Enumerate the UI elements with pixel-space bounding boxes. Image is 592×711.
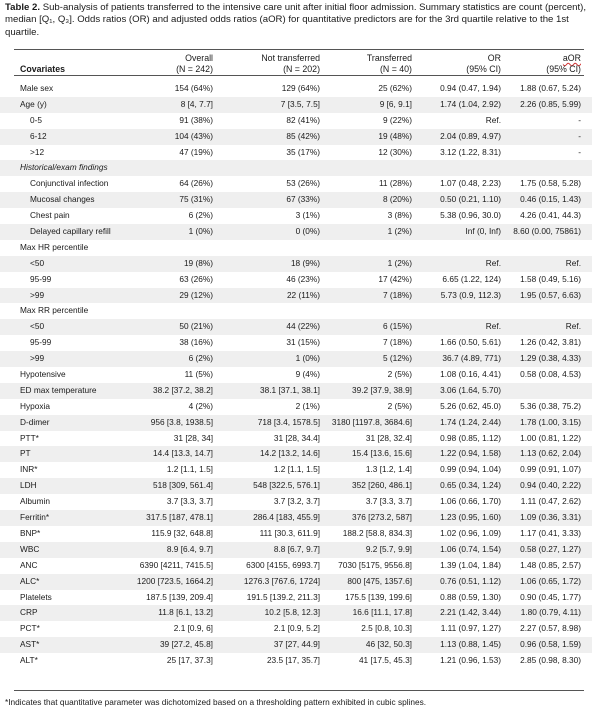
overall-cell: 25 [17, 37.3] bbox=[166, 655, 213, 666]
transferred-cell: 16.6 [11.1, 17.8] bbox=[352, 607, 412, 618]
not-transferred-cell: 82 (41%) bbox=[286, 114, 320, 125]
not-transferred-cell: 67 (33%) bbox=[286, 194, 320, 205]
overall-cell: 11.8 [6.1, 13.2] bbox=[158, 607, 213, 618]
table-row bbox=[0, 240, 592, 256]
table-row bbox=[0, 446, 592, 462]
not-transferred-cell: 129 (64%) bbox=[281, 83, 320, 93]
not-transferred-cell: 35 (17%) bbox=[286, 146, 320, 157]
not-transferred-cell: 85 (42%) bbox=[286, 130, 320, 141]
covariate-label: Age (y) bbox=[20, 98, 47, 109]
not-transferred-cell: 10.2 [5.8, 12.3] bbox=[264, 607, 320, 618]
caption-text: Sub-analysis of patients transferred to the intensive care unit after initial floor admission. Summary statistics are count (percent), median [Q₁, Q₃]. Odds ratios (OR) and adjusted odds ratios (aOR) for quantitative predictors are for the 3rd quartile relative to the 1st quartile. bbox=[5, 2, 587, 38]
overall-cell: 187.5 [139, 209.4] bbox=[146, 591, 213, 602]
transferred-cell: 9 [6, 9.1] bbox=[379, 98, 412, 109]
covariate-label: Historical/exam findings bbox=[20, 162, 108, 173]
transferred-cell: 1 (2%) bbox=[387, 226, 412, 237]
covariate-label: PCT* bbox=[20, 623, 40, 634]
transferred-cell: 7030 [5175, 9556.8] bbox=[338, 559, 412, 570]
aor-cell: 1.48 (0.85, 2.57) bbox=[520, 559, 581, 570]
not-transferred-cell: 53 (26%) bbox=[286, 178, 320, 189]
transferred-cell: 6 (15%) bbox=[382, 321, 412, 332]
aor-cell: 4.26 (0.41, 44.3) bbox=[520, 210, 581, 221]
overall-cell: 518 [309, 561.4] bbox=[153, 480, 213, 491]
aor-cell: 0.99 (0.91, 1.07) bbox=[520, 464, 581, 475]
not-transferred-cell: 1.2 [1.1, 1.5] bbox=[273, 464, 320, 475]
or-cell: 5.26 (0.62, 45.0) bbox=[440, 400, 501, 411]
not-transferred-cell: 7 [3.5, 7.5] bbox=[280, 98, 320, 109]
or-cell: 1.07 (0.48, 2.23) bbox=[440, 178, 501, 189]
covariate-label: Ferritin* bbox=[20, 512, 50, 523]
not-transferred-cell: 44 (22%) bbox=[286, 321, 320, 332]
transferred-cell: 2 (5%) bbox=[387, 400, 412, 411]
overall-cell: 47 (19%) bbox=[179, 146, 213, 157]
transferred-cell: 7 (18%) bbox=[382, 337, 412, 348]
covariate-label: WBC bbox=[20, 543, 40, 554]
or-cell: Ref. bbox=[485, 321, 501, 332]
or-cell: Inf (0, Inf) bbox=[465, 226, 501, 237]
not-transferred-cell: 22 (11%) bbox=[286, 289, 320, 300]
transferred-cell: 3 (8%) bbox=[387, 210, 412, 221]
aor-cell: 1.11 (0.47, 2.62) bbox=[520, 496, 581, 507]
aor-cell: 1.78 (1.00, 3.15) bbox=[520, 416, 581, 427]
transferred-cell: 800 [475, 1357.6] bbox=[347, 575, 412, 586]
or-cell: 0.94 (0.47, 1.94) bbox=[440, 83, 501, 93]
overall-cell: 50 (21%) bbox=[179, 321, 213, 332]
table-row bbox=[0, 113, 592, 129]
aor-cell: 2.27 (0.57, 8.98) bbox=[520, 623, 581, 634]
not-transferred-cell: 31 [28, 34.4] bbox=[273, 432, 320, 443]
table-row bbox=[0, 335, 592, 351]
transferred-cell: 9.2 [5.7, 9.9] bbox=[365, 543, 412, 554]
not-transferred-cell: 2.1 [0.9, 5.2] bbox=[273, 623, 320, 634]
or-cell: 0.88 (0.59, 1.30) bbox=[440, 591, 501, 602]
aor-cell: 1.26 (0.42, 3.81) bbox=[520, 337, 581, 348]
transferred-cell: 41 [17.5, 45.3] bbox=[358, 655, 412, 666]
not-transferred-cell: 111 [30.3, 611.9] bbox=[259, 527, 320, 538]
overall-cell: 11 (5%) bbox=[184, 369, 213, 380]
not-transferred-cell: 6300 [4155, 6993.7] bbox=[246, 559, 320, 570]
header-transferred-n: (N = 40) bbox=[379, 63, 412, 74]
transferred-cell: 12 (30%) bbox=[378, 146, 412, 157]
table-row bbox=[0, 510, 592, 526]
table-row bbox=[0, 303, 592, 319]
not-transferred-cell: 2 (1%) bbox=[295, 400, 320, 411]
not-transferred-cell: 46 (23%) bbox=[286, 273, 320, 284]
or-cell: 1.66 (0.50, 5.61) bbox=[440, 337, 501, 348]
table-row bbox=[0, 590, 592, 606]
caption-label: Table 2. bbox=[5, 2, 41, 13]
covariate-label: Hypotensive bbox=[20, 369, 66, 380]
overall-cell: 1200 [723.5, 1664.2] bbox=[136, 575, 213, 586]
aor-cell: 1.13 (0.62, 2.04) bbox=[520, 448, 581, 459]
covariate-label: ALC* bbox=[20, 575, 40, 586]
covariate-label: AST* bbox=[20, 639, 40, 650]
overall-cell: 1.2 [1.1, 1.5] bbox=[166, 464, 213, 475]
or-cell: 1.22 (0.94, 1.58) bbox=[440, 448, 501, 459]
table-row bbox=[0, 176, 592, 192]
covariate-label: BNP* bbox=[20, 527, 41, 538]
table-caption bbox=[5, 2, 587, 39]
table-row bbox=[0, 208, 592, 224]
transferred-cell: 1 (2%) bbox=[387, 257, 412, 268]
table-row bbox=[0, 653, 592, 669]
table-row bbox=[0, 637, 592, 653]
or-cell: 1.11 (0.97, 1.27) bbox=[440, 623, 501, 634]
overall-cell: 6 (2%) bbox=[188, 210, 213, 221]
covariate-label: >12 bbox=[30, 146, 45, 157]
covariate-label: 95-99 bbox=[30, 337, 52, 348]
covariate-label: 6-12 bbox=[30, 130, 47, 141]
or-cell: Ref. bbox=[485, 114, 501, 125]
not-transferred-cell: 9 (4%) bbox=[295, 369, 320, 380]
table-body bbox=[0, 81, 592, 669]
not-transferred-cell: 23.5 [17, 35.7] bbox=[266, 655, 320, 666]
overall-cell: 63 (26%) bbox=[179, 273, 213, 284]
header-covariates: Covariates bbox=[20, 64, 65, 74]
transferred-cell: 352 [260, 486.1] bbox=[352, 480, 412, 491]
or-cell: 0.76 (0.51, 1.12) bbox=[440, 575, 501, 586]
transferred-cell: 3180 [1197.8, 3684.6] bbox=[331, 416, 412, 427]
or-cell: 1.06 (0.74, 1.54) bbox=[440, 543, 501, 554]
transferred-cell: 11 (28%) bbox=[378, 178, 412, 189]
overall-cell: 6 (2%) bbox=[188, 353, 213, 364]
overall-cell: 3.7 [3.3, 3.7] bbox=[166, 496, 213, 507]
overall-cell: 19 (8%) bbox=[183, 257, 213, 268]
covariate-label: >99 bbox=[30, 353, 45, 364]
or-cell: 0.65 (0.34, 1.24) bbox=[440, 480, 501, 491]
covariate-label: <50 bbox=[30, 321, 45, 332]
top-rule bbox=[14, 49, 584, 50]
or-cell: 36.7 (4.89, 771) bbox=[442, 353, 501, 364]
table-row bbox=[0, 129, 592, 145]
covariate-label: LDH bbox=[20, 480, 37, 491]
table-row bbox=[0, 621, 592, 637]
aor-cell: Ref. bbox=[565, 257, 581, 268]
aor-cell: - bbox=[578, 130, 581, 141]
aor-cell: 0.58 (0.27, 1.27) bbox=[520, 543, 581, 554]
table-row bbox=[0, 494, 592, 510]
or-cell: 1.39 (1.04, 1.84) bbox=[440, 559, 501, 570]
table-row bbox=[0, 192, 592, 208]
table-row bbox=[0, 478, 592, 494]
not-transferred-cell: 3.7 [3.2, 3.7] bbox=[273, 496, 320, 507]
overall-cell: 8.9 [6.4, 9.7] bbox=[166, 543, 213, 554]
covariate-label: PTT* bbox=[20, 432, 39, 443]
aor-cell: Ref. bbox=[565, 321, 581, 332]
aor-cell: 0.58 (0.08, 4.53) bbox=[520, 369, 581, 380]
table-row bbox=[0, 319, 592, 335]
header-aor-ci: (95% CI) bbox=[546, 63, 581, 74]
or-cell: 0.50 (0.21, 1.10) bbox=[440, 194, 501, 205]
header-transferred-title: Transferred bbox=[366, 53, 412, 63]
aor-cell: 1.00 (0.81, 1.22) bbox=[520, 432, 581, 443]
overall-cell: 38.2 [37.2, 38.2] bbox=[153, 384, 213, 395]
covariate-label: ED max temperature bbox=[20, 384, 97, 395]
not-transferred-cell: 37 [27, 44.9] bbox=[273, 639, 320, 650]
overall-cell: 6390 [4211, 7415.5] bbox=[139, 559, 213, 570]
transferred-cell: 188.2 [58.8, 834.3] bbox=[342, 527, 412, 538]
table-row bbox=[0, 399, 592, 415]
not-transferred-cell: 718 [3.4, 1578.5] bbox=[257, 416, 320, 427]
table-row bbox=[0, 526, 592, 542]
table-row bbox=[0, 415, 592, 431]
overall-cell: 8 [4, 7.7] bbox=[180, 98, 213, 109]
footnote: *Indicates that quantitative parameter was dichotomized based on a thresholding pattern exhibited in cubic splines. bbox=[5, 697, 427, 707]
not-transferred-cell: 191.5 [139.2, 211.3] bbox=[246, 591, 320, 602]
transferred-cell: 9 (22%) bbox=[382, 114, 412, 125]
overall-cell: 2.1 [0.9, 6] bbox=[173, 623, 213, 634]
or-cell: 2.04 (0.89, 4.97) bbox=[440, 130, 501, 141]
or-cell: 1.13 (0.88, 1.45) bbox=[440, 639, 501, 650]
covariate-label: 0-5 bbox=[30, 114, 42, 125]
bottom-rule bbox=[14, 690, 584, 691]
covariate-label: <50 bbox=[30, 257, 45, 268]
not-transferred-cell: 3 (1%) bbox=[295, 210, 320, 221]
overall-cell: 75 (31%) bbox=[179, 194, 213, 205]
aor-cell: 1.80 (0.79, 4.11) bbox=[520, 607, 581, 618]
aor-cell: 2.85 (0.98, 8.30) bbox=[520, 655, 581, 666]
header-not-transferred bbox=[261, 53, 320, 75]
table-row bbox=[0, 145, 592, 161]
overall-cell: 91 (38%) bbox=[179, 114, 213, 125]
table-row bbox=[0, 574, 592, 590]
overall-cell: 956 [3.8, 1938.5] bbox=[150, 416, 213, 427]
overall-cell: 14.4 [13.3, 14.7] bbox=[153, 448, 213, 459]
covariate-label: >99 bbox=[30, 289, 45, 300]
table-row bbox=[0, 431, 592, 447]
covariate-label: Albumin bbox=[20, 496, 50, 507]
overall-cell: 115.9 [32, 648.8] bbox=[151, 527, 213, 538]
covariate-label: Delayed capillary refill bbox=[30, 226, 111, 237]
aor-cell: 1.17 (0.41, 3.33) bbox=[520, 527, 581, 538]
transferred-cell: 8 (20%) bbox=[382, 194, 412, 205]
transferred-cell: 175.5 [139, 199.6] bbox=[345, 591, 412, 602]
not-transferred-cell: 286.4 [183, 455.9] bbox=[253, 512, 320, 523]
header-transferred bbox=[367, 53, 412, 75]
aor-cell: 8.60 (0.00, 75861) bbox=[513, 226, 581, 237]
covariate-label: ALT* bbox=[20, 655, 38, 666]
aor-cell: 0.90 (0.45, 1.77) bbox=[520, 591, 581, 602]
or-cell: 0.99 (0.94, 1.04) bbox=[440, 464, 501, 475]
table-row bbox=[0, 542, 592, 558]
header-not-transferred-title: Not transferred bbox=[261, 53, 320, 63]
overall-cell: 29 (12%) bbox=[179, 289, 213, 300]
aor-cell: 1.75 (0.58, 5.28) bbox=[520, 178, 581, 189]
table-row bbox=[0, 367, 592, 383]
header-or bbox=[466, 53, 501, 75]
or-cell: 1.21 (0.96, 1.53) bbox=[440, 655, 501, 666]
table-row bbox=[0, 383, 592, 399]
not-transferred-cell: 548 [322.5, 576.1] bbox=[253, 480, 320, 491]
or-cell: 0.98 (0.85, 1.12) bbox=[440, 432, 501, 443]
aor-cell: 0.94 (0.40, 2.22) bbox=[520, 480, 581, 491]
transferred-cell: 7 (18%) bbox=[382, 289, 412, 300]
overall-cell: 39 [27.2, 45.8] bbox=[159, 639, 213, 650]
transferred-cell: 25 (62%) bbox=[378, 83, 412, 93]
transferred-cell: 17 (42%) bbox=[378, 273, 412, 284]
transferred-cell: 15.4 [13.6, 15.6] bbox=[352, 448, 412, 459]
transferred-cell: 46 [32, 50.3] bbox=[365, 639, 412, 650]
aor-cell: 1.29 (0.38, 4.33) bbox=[520, 353, 581, 364]
overall-cell: 1 (0%) bbox=[188, 226, 213, 237]
overall-cell: 104 (43%) bbox=[174, 130, 213, 141]
table-row bbox=[0, 81, 592, 97]
not-transferred-cell: 0 (0%) bbox=[295, 226, 320, 237]
covariate-label: CRP bbox=[20, 607, 38, 618]
not-transferred-cell: 18 (9%) bbox=[290, 257, 320, 268]
table-row bbox=[0, 288, 592, 304]
table-row bbox=[0, 256, 592, 272]
aor-cell: - bbox=[578, 146, 581, 157]
overall-cell: 4 (2%) bbox=[188, 400, 213, 411]
overall-cell: 31 [28, 34] bbox=[173, 432, 213, 443]
covariate-label: Mucosal changes bbox=[30, 194, 95, 205]
transferred-cell: 3.7 [3.3, 3.7] bbox=[365, 496, 412, 507]
overall-cell: 38 (16%) bbox=[179, 337, 213, 348]
not-transferred-cell: 31 (15%) bbox=[286, 337, 320, 348]
table-row bbox=[0, 351, 592, 367]
covariate-label: Conjunctival infection bbox=[30, 178, 109, 189]
overall-cell: 317.5 [187, 478.1] bbox=[146, 512, 213, 523]
header-or-ci: (95% CI) bbox=[466, 63, 501, 74]
or-cell: 3.06 (1.64, 5.70) bbox=[440, 384, 501, 395]
not-transferred-cell: 38.1 [37.1, 38.1] bbox=[260, 384, 320, 395]
or-cell: 1.06 (0.66, 1.70) bbox=[440, 496, 501, 507]
aor-cell: 1.09 (0.36, 3.31) bbox=[520, 512, 581, 523]
or-cell: 6.65 (1.22, 124) bbox=[442, 273, 501, 284]
transferred-cell: 31 [28, 32.4] bbox=[365, 432, 412, 443]
transferred-cell: 1.3 [1.2, 1.4] bbox=[365, 464, 412, 475]
or-cell: 3.12 (1.22, 8.31) bbox=[440, 146, 501, 157]
table-row bbox=[0, 224, 592, 240]
header-overall bbox=[176, 53, 213, 75]
covariate-label: 95-99 bbox=[30, 273, 52, 284]
aor-cell: 0.46 (0.15, 1.43) bbox=[520, 194, 581, 205]
not-transferred-cell: 1276.3 [767.6, 1724] bbox=[243, 575, 320, 586]
table-row bbox=[0, 605, 592, 621]
aor-cell: 5.36 (0.38, 75.2) bbox=[520, 400, 581, 411]
or-cell: 1.23 (0.95, 1.60) bbox=[440, 512, 501, 523]
header-rule bbox=[14, 75, 584, 76]
covariate-label: Chest pain bbox=[30, 210, 70, 221]
or-cell: 5.38 (0.96, 30.0) bbox=[440, 210, 501, 221]
covariate-label: D-dimer bbox=[20, 416, 50, 427]
overall-cell: 154 (64%) bbox=[174, 83, 213, 93]
covariate-label: ANC bbox=[20, 559, 38, 570]
not-transferred-cell: 8.8 [6.7, 9.7] bbox=[273, 543, 320, 554]
table-row bbox=[0, 97, 592, 113]
transferred-cell: 376 [273.2, 587] bbox=[352, 512, 412, 523]
covariate-label: Hypoxia bbox=[20, 400, 50, 411]
or-cell: Ref. bbox=[485, 257, 501, 268]
covariate-label: Platelets bbox=[20, 591, 52, 602]
transferred-cell: 2.5 [0.8, 10.3] bbox=[361, 623, 412, 634]
not-transferred-cell: 14.2 [13.2, 14.6] bbox=[260, 448, 320, 459]
covariate-label: Male sex bbox=[20, 83, 54, 93]
aor-cell: 1.06 (0.65, 1.72) bbox=[520, 575, 581, 586]
header-overall-n: (N = 242) bbox=[176, 63, 213, 74]
header-overall-title: Overall bbox=[185, 53, 213, 63]
aor-cell: 0.96 (0.58, 1.59) bbox=[520, 639, 581, 650]
header-not-transferred-n: (N = 202) bbox=[283, 63, 320, 74]
aor-cell: 1.88 (0.67, 5.24) bbox=[520, 83, 581, 93]
or-cell: 1.74 (1.24, 2.44) bbox=[440, 416, 501, 427]
table-row bbox=[0, 272, 592, 288]
covariate-label: PT bbox=[20, 448, 31, 459]
transferred-cell: 19 (48%) bbox=[378, 130, 412, 141]
header-aor-title: aOR bbox=[562, 53, 581, 63]
or-cell: 1.08 (0.16, 4.41) bbox=[440, 369, 501, 380]
table-row bbox=[0, 558, 592, 574]
or-cell: 2.21 (1.42, 3.44) bbox=[440, 607, 501, 618]
or-cell: 1.02 (0.96, 1.09) bbox=[440, 527, 501, 538]
aor-cell: 2.26 (0.85, 5.99) bbox=[520, 98, 581, 109]
table-row bbox=[0, 160, 592, 176]
covariate-label: INR* bbox=[20, 464, 38, 475]
transferred-cell: 2 (5%) bbox=[387, 369, 412, 380]
header-aor bbox=[546, 53, 581, 75]
aor-cell: 1.58 (0.49, 5.16) bbox=[520, 273, 581, 284]
aor-cell: - bbox=[578, 114, 581, 125]
aor-cell: 1.95 (0.57, 6.63) bbox=[520, 289, 581, 300]
covariate-label: Max RR percentile bbox=[20, 305, 89, 316]
transferred-cell: 5 (12%) bbox=[382, 353, 412, 364]
table-row bbox=[0, 462, 592, 478]
or-cell: 1.74 (1.04, 2.92) bbox=[440, 98, 501, 109]
or-cell: 5.73 (0.9, 112.3) bbox=[440, 289, 501, 300]
not-transferred-cell: 1 (0%) bbox=[295, 353, 320, 364]
overall-cell: 64 (26%) bbox=[179, 178, 213, 189]
header-or-title: OR bbox=[487, 53, 501, 63]
transferred-cell: 39.2 [37.9, 38.9] bbox=[352, 384, 412, 395]
covariate-label: Max HR percentile bbox=[20, 241, 89, 252]
